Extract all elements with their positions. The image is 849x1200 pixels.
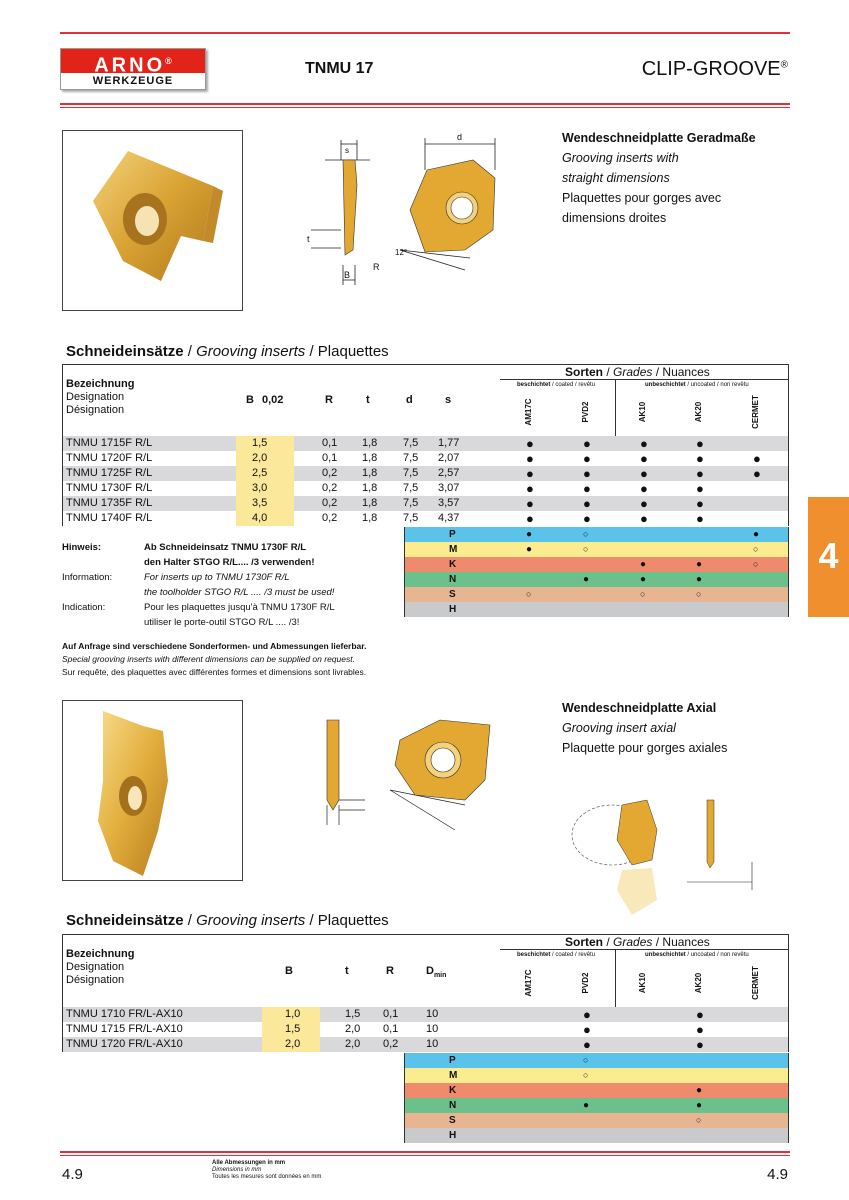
dims-fr: Toutes les mesures sont données en mm (212, 1174, 322, 1180)
dims-en: Dimensions in mm (212, 1167, 262, 1173)
row-value-R: 0,2 (322, 482, 338, 494)
iso-letter: N (449, 574, 457, 585)
brand-name: CLIP-GROOVE® (641, 58, 788, 80)
note-label-en: Information: (62, 572, 113, 583)
table-row-bg (63, 511, 788, 526)
row-value-t: 1,8 (362, 497, 378, 509)
grade-name-cermet: CERMET (751, 395, 760, 429)
grade-dot: ● (526, 466, 534, 481)
grade-dot: ● (526, 511, 534, 526)
row-value-R: 0,2 (322, 512, 338, 524)
iso-letter: M (449, 1070, 458, 1081)
row-designation: TNMU 1710 FR/L-AX10 (66, 1008, 183, 1020)
row-value-R: 0,2 (322, 467, 338, 479)
row-value-D: 10 (426, 1038, 439, 1050)
iso-grade-mark: ○ (526, 589, 532, 599)
row-designation: TNMU 1730F R/L (66, 482, 153, 494)
col-header-D (426, 965, 446, 979)
sep: / (652, 365, 663, 379)
designation-en: Designation (66, 961, 125, 973)
grade-dot: ● (526, 436, 534, 451)
iso-grade-mark: ● (526, 529, 533, 540)
grade-dot: ● (583, 511, 591, 526)
row-value-t: 1,8 (362, 467, 378, 479)
page-number-right: 4.9 (767, 1166, 788, 1183)
row-value-t: 1,8 (362, 512, 378, 524)
grade-name-ak10: AK10 (638, 401, 647, 423)
grade-dot: ● (696, 1022, 704, 1037)
grade-dot: ● (583, 1022, 591, 1037)
note-en-2: the toolholder STGO R/L .... /3 must be used! (144, 587, 335, 598)
desc-de: Wendeschneidplatte Geradmaße (562, 131, 756, 145)
insert-drawing-straight (305, 130, 525, 295)
iso-grade-mark: ● (696, 559, 703, 570)
row-value-B: 2,0 (285, 1038, 301, 1050)
row-value-R: 0,1 (322, 437, 338, 449)
grade-dot: ● (526, 496, 534, 511)
row-value-s: 4,37 (438, 512, 460, 524)
col-header-text: d (406, 394, 413, 406)
grade-dot: ● (640, 481, 648, 496)
row-value-R: 0,1 (383, 1008, 399, 1020)
special-en: Special grooving inserts with different dimensions can be supplied on request. (62, 654, 355, 664)
dim-d-label: d (457, 132, 463, 142)
grade-dot: ● (696, 466, 704, 481)
section-title-1: Schneideinsätze / Grooving inserts / Plaquettes (66, 343, 389, 360)
row-value-t: 2,0 (345, 1038, 361, 1050)
row-value-B: 2,0 (252, 452, 268, 464)
col-header-R (325, 394, 333, 406)
grade-dot: ● (526, 481, 534, 496)
designation-fr: Désignation (66, 974, 125, 986)
iso-letter: K (449, 559, 457, 570)
note-de-1: Ab Schneideinsatz TNMU 1730F R/L (144, 542, 307, 553)
iso-band-s (405, 1113, 788, 1128)
row-value-R: 0,1 (383, 1023, 399, 1035)
iso-band-m (405, 542, 788, 557)
description-axial (562, 698, 727, 758)
special-de: Auf Anfrage sind verschiedene Sonderformen- und Abmessungen lieferbar. (62, 641, 367, 651)
designation-header (66, 378, 134, 417)
col-header-tol: 0,02 (261, 394, 284, 406)
page-number-left: 4.9 (62, 1166, 83, 1183)
designation-fr: Désignation (66, 404, 125, 416)
iso-grade-mark: ● (696, 574, 703, 585)
col-header-t (366, 394, 370, 406)
iso-letter: H (449, 1130, 457, 1141)
note-label-de: Hinweis: (62, 542, 102, 553)
col-header-sub: min (433, 971, 447, 979)
iso-grade-mark: ○ (696, 589, 702, 599)
coated-sub: / coated / revêtu (550, 952, 596, 958)
iso-grade-mark: ● (640, 574, 647, 585)
grade-name-pvd2: PVD2 (581, 401, 590, 423)
row-value-d: 7,5 (403, 512, 419, 524)
grade-name-cermet: CERMET (751, 966, 760, 1000)
table-row-bg (63, 496, 788, 511)
row-value-d: 7,5 (403, 467, 419, 479)
row-value-d: 7,5 (403, 452, 419, 464)
uncoated-sub: / uncoated / non revêtu (685, 952, 749, 958)
iso-band-k (405, 557, 788, 572)
grade-dot: ● (640, 451, 648, 466)
section-title-2: Schneideinsätze / Grooving inserts / Plaquettes (66, 912, 389, 929)
desc2-fr: Plaquette pour gorges axiales (562, 741, 728, 755)
iso-band-p (405, 1053, 788, 1068)
row-value-B: 4,0 (252, 512, 268, 524)
page-title: TNMU 17 (305, 60, 374, 77)
iso-band-p (405, 527, 788, 542)
row-value-D: 10 (426, 1023, 439, 1035)
row-designation: TNMU 1715F R/L (66, 437, 153, 449)
iso-letter: P (449, 529, 456, 540)
row-value-s: 2,57 (438, 467, 460, 479)
designation-header (66, 948, 134, 987)
iso-band-n (405, 1098, 788, 1113)
note-de-2: den Halter STGO R/L.... /3 verwenden! (144, 557, 315, 568)
header-rule-top (60, 32, 790, 34)
row-value-R: 0,1 (322, 452, 338, 464)
iso-grade-mark: ● (696, 1085, 703, 1096)
axial-application-drawing (562, 790, 772, 920)
footer-rule (60, 1151, 790, 1153)
iso-band-n (405, 572, 788, 587)
row-value-s: 3,57 (438, 497, 460, 509)
grade-dot: ● (640, 466, 648, 481)
iso-grade-mark: ○ (583, 1055, 589, 1065)
grade-dot: ● (753, 466, 761, 481)
col-header-s (445, 394, 451, 406)
iso-grade-mark: ● (583, 574, 590, 585)
footer-rule-thin (60, 1155, 790, 1156)
dim-B-label: B (344, 270, 351, 280)
grades-title (565, 365, 710, 379)
row-designation: TNMU 1720F R/L (66, 452, 153, 464)
uncoated-de: unbeschichtet (645, 382, 686, 388)
row-value-B: 1,5 (252, 437, 268, 449)
grades-title-de: Sorten (565, 365, 604, 379)
grades-rule (500, 949, 789, 950)
iso-band-m (405, 1068, 788, 1083)
grade-dot: ● (696, 481, 704, 496)
header-rule-thin (60, 107, 790, 108)
grade-dot: ● (696, 436, 704, 451)
grade-dot: ● (583, 1037, 591, 1052)
row-value-D: 10 (426, 1008, 439, 1020)
iso-letter: S (449, 589, 456, 600)
grade-dot: ● (526, 451, 534, 466)
iso-letter: P (449, 1055, 456, 1066)
iso-letter: M (449, 544, 458, 555)
dim-s-label: s (345, 146, 349, 155)
grades-title (565, 935, 710, 949)
iso-grade-mark: ● (753, 529, 760, 540)
row-value-B: 2,5 (252, 467, 268, 479)
special-request-text (62, 640, 367, 679)
col-header-text: t (345, 964, 349, 977)
note-label-fr: Indication: (62, 602, 106, 613)
row-value-t: 1,8 (362, 452, 378, 464)
iso-grade-mark: ○ (583, 529, 589, 539)
insert-photo-straight (62, 130, 243, 311)
grade-name-ak10: AK10 (638, 972, 647, 994)
row-value-R: 0,2 (322, 497, 338, 509)
insert-drawing-axial (305, 705, 495, 835)
row-value-B: 3,0 (252, 482, 268, 494)
note-en-1: For inserts up to TNMU 1730F R/L (144, 572, 290, 583)
iso-band-h (405, 602, 788, 617)
iso-band-h (405, 1128, 788, 1143)
coated-de: beschichtet (517, 382, 551, 388)
row-value-s: 3,07 (438, 482, 460, 494)
table-row-bg (63, 451, 788, 466)
col-header-text: R (386, 964, 394, 977)
iso-grade-mark: ● (583, 1100, 590, 1111)
desc-fr-2: dimensions droites (562, 211, 667, 225)
row-designation: TNMU 1720 FR/L-AX10 (66, 1038, 183, 1050)
sep: / (652, 935, 663, 949)
grade-dot: ● (696, 1037, 704, 1052)
row-value-d: 7,5 (403, 482, 419, 494)
note-fr-2: utiliser le porte-outil STGO R/L .... /3! (144, 617, 300, 628)
arno-logo: ARNO® WERKZEUGE (60, 48, 206, 90)
grade-dot: ● (640, 511, 648, 526)
col-header-text: B (285, 964, 293, 977)
grade-name-ak20: AK20 (694, 401, 703, 423)
col-header-text: R (325, 394, 333, 406)
coated-sub: / coated / revêtu (550, 382, 596, 388)
iso-grade-mark: ○ (696, 1115, 702, 1125)
iso-letter: S (449, 1115, 456, 1126)
iso-band-k (405, 1083, 788, 1098)
iso-grade-mark: ● (526, 544, 533, 555)
iso-grade-mark: ● (640, 559, 647, 570)
grade-dot: ● (696, 451, 704, 466)
dimensions-note (212, 1160, 321, 1181)
col-header-B (246, 394, 283, 406)
dim-t-label: t (307, 234, 310, 244)
row-value-t: 2,0 (345, 1023, 361, 1035)
note-fr-1: Pour les plaquettes jusqu'à TNMU 1730F R/L (144, 602, 335, 613)
iso-letter: N (449, 1100, 457, 1111)
grade-dot: ● (640, 436, 648, 451)
row-value-t: 1,8 (362, 437, 378, 449)
designation-en: Designation (66, 391, 125, 403)
special-fr: Sur requête, des plaquettes avec différentes formes et dimensions sont livrables. (62, 667, 367, 677)
col-header-R (386, 965, 394, 977)
iso-grade-mark: ○ (583, 544, 589, 554)
desc-en-2: straight dimensions (562, 171, 670, 185)
iso-grade-mark: ○ (753, 559, 759, 569)
uncoated-de: unbeschichtet (645, 952, 686, 958)
notes-block (62, 540, 402, 630)
iso-band-s (405, 587, 788, 602)
grade-dot: ● (583, 481, 591, 496)
iso-letter: H (449, 604, 457, 615)
sep: / (603, 935, 614, 949)
col-header-text: s (445, 394, 452, 406)
grades-title-en: Grades (613, 935, 653, 949)
row-value-R: 0,2 (383, 1038, 399, 1050)
col-header-text: t (366, 394, 370, 406)
grades-rule (500, 379, 789, 380)
grade-dot: ● (753, 451, 761, 466)
col-header-text: B (246, 394, 254, 406)
row-value-B: 1,5 (285, 1023, 301, 1035)
iso-letter: K (449, 1085, 457, 1096)
grade-name-pvd2: PVD2 (581, 972, 590, 994)
insert-photo-axial (62, 700, 243, 881)
iso-grade-mark: ○ (583, 1070, 589, 1080)
iso-grade-mark: ○ (753, 544, 759, 554)
table-row-bg (63, 436, 788, 451)
desc2-en: Grooving insert axial (562, 721, 676, 735)
col-header-t (345, 965, 349, 977)
desc2-de: Wendeschneidplatte Axial (562, 701, 717, 715)
designation-de: Bezeichnung (66, 948, 135, 960)
grade-dot: ● (640, 496, 648, 511)
desc-fr-1: Plaquettes pour gorges avec (562, 191, 722, 205)
grade-dot: ● (583, 466, 591, 481)
row-value-t: 1,5 (345, 1008, 361, 1020)
row-value-t: 1,8 (362, 482, 378, 494)
grades-title-en: Grades (613, 365, 653, 379)
grades-title-fr: Nuances (662, 935, 710, 949)
iso-grade-mark: ○ (640, 589, 646, 599)
grade-dot: ● (696, 511, 704, 526)
row-value-B: 1,0 (285, 1008, 301, 1020)
row-designation: TNMU 1715 FR/L-AX10 (66, 1023, 183, 1035)
col-header-d (406, 394, 413, 406)
dim-angle-label: 12° (395, 248, 408, 257)
dims-de: Alle Abmessungen in mm (212, 1160, 286, 1166)
row-value-d: 7,5 (403, 497, 419, 509)
grade-dot: ● (583, 436, 591, 451)
sep: / (603, 365, 614, 379)
col-header-text: D (426, 964, 434, 977)
chapter-tab[interactable]: 4 (808, 497, 849, 617)
dim-R-label: R (373, 262, 380, 272)
description-straight (562, 128, 756, 228)
grade-dot: ● (583, 496, 591, 511)
header-rule-bottom (60, 103, 790, 105)
uncoated-sub: / uncoated / non revêtu (685, 382, 749, 388)
row-designation: TNMU 1740F R/L (66, 512, 153, 524)
grades-title-fr: Nuances (662, 365, 710, 379)
row-designation: TNMU 1735F R/L (66, 497, 153, 509)
designation-de: Bezeichnung (66, 378, 135, 390)
coated-de: beschichtet (517, 952, 551, 958)
iso-grade-mark: ● (696, 1100, 703, 1111)
grades-title-de: Sorten (565, 935, 604, 949)
table-row-bg (63, 481, 788, 496)
row-value-B: 3,5 (252, 497, 268, 509)
grade-dot: ● (696, 1007, 704, 1022)
grade-dot: ● (696, 496, 704, 511)
grade-name-ak20: AK20 (694, 972, 703, 994)
row-value-s: 1,77 (438, 437, 460, 449)
table-row-bg (63, 466, 788, 481)
grade-name-am17c: AM17C (524, 398, 533, 426)
desc-en-1: Grooving inserts with (562, 151, 679, 165)
grade-name-am17c: AM17C (524, 969, 533, 997)
col-header-B (285, 965, 293, 977)
row-designation: TNMU 1725F R/L (66, 467, 153, 479)
grade-dot: ● (583, 451, 591, 466)
row-value-s: 2,07 (438, 452, 460, 464)
grade-dot: ● (583, 1007, 591, 1022)
row-value-d: 7,5 (403, 437, 419, 449)
